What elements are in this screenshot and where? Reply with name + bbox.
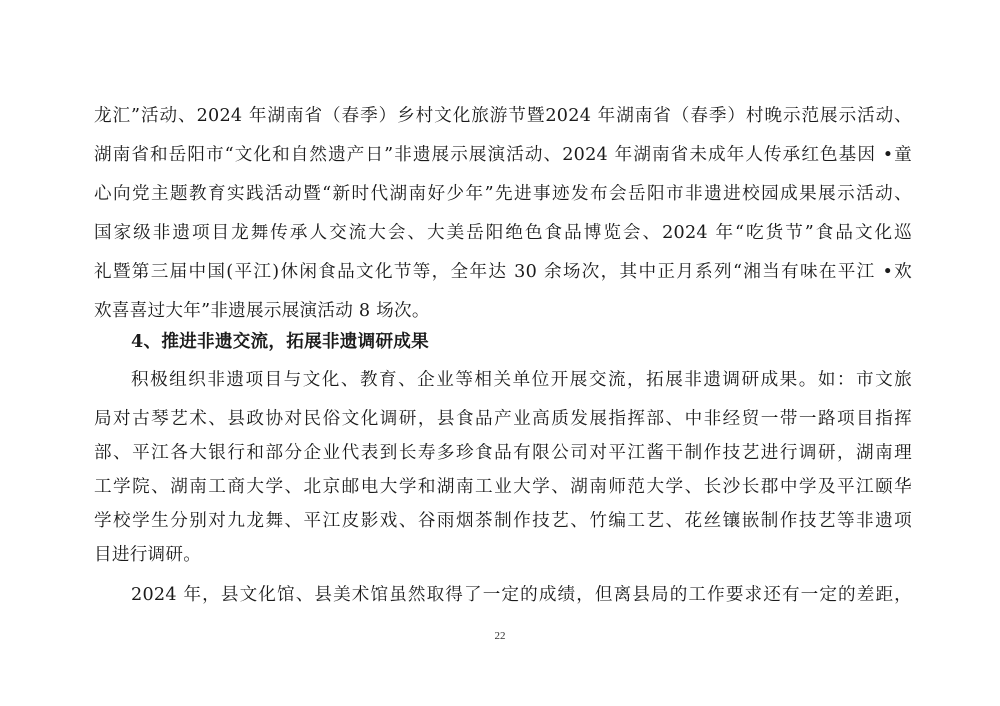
- paragraph-2-line-3: 部、平江各大银行和部分企业代表到长寿多珍食品有限公司对平江酱干制作技艺进行调研，湖南理: [94, 443, 912, 463]
- paragraph-2-line-6: 目进行调研。: [94, 545, 202, 565]
- paragraph-2-line-4: 工学院、湖南工商大学、北京邮电大学和湖南工业大学、湖南师范大学、长沙长郡中学及平江颐华: [94, 477, 912, 497]
- paragraph-1-line-2: 湖南省和岳阳市“文化和自然遗产日”非遗展示展演活动、2024 年湖南省未成年人传承红色基因 •童: [94, 145, 912, 165]
- paragraph-1-line-6: 欢喜喜过大年”非遗展示展演活动 8 场次。: [94, 301, 430, 321]
- paragraph-2-line-1: 积极组织非遗项目与文化、教育、企业等相关单位开展交流，拓展非遗调研成果。如：市文旅: [131, 370, 912, 390]
- paragraph-2-line-5: 学校学生分别对九龙舞、平江皮影戏、谷雨烟茶制作技艺、竹编工艺、花丝镶嵌制作技艺等非遗项: [94, 511, 912, 531]
- paragraph-1-line-5: 礼暨第三届中国(平江)休闲食品文化节等，全年达 30 余场次，其中正月系列“湘当有味在平江 •欢: [94, 262, 912, 282]
- paragraph-1-line-3: 心向党主题教育实践活动暨“新时代湖南好少年”先进事迹发布会岳阳市非遗进校园成果展示活动、: [94, 184, 912, 204]
- paragraph-1-line-1: 龙汇”活动、2024 年湖南省（春季）乡村文化旅游节暨2024 年湖南省（春季）村晚示范展示活动、: [94, 106, 912, 126]
- paragraph-1-line-4: 国家级非遗项目龙舞传承人交流大会、大美岳阳绝色食品博览会、2024 年“吃货节”食品文化巡: [94, 223, 912, 243]
- paragraph-2-line-2: 局对古琴艺术、县政协对民俗文化调研，县食品产业高质发展指挥部、中非经贸一带一路项目指挥: [94, 409, 912, 429]
- page-number: 22: [494, 630, 506, 642]
- paragraph-3-line-1: 2024 年，县文化馆、县美术馆虽然取得了一定的成绩，但离县局的工作要求还有一定的差距，: [131, 585, 912, 605]
- section-heading: 4、推进非遗交流，拓展非遗调研成果: [131, 331, 429, 352]
